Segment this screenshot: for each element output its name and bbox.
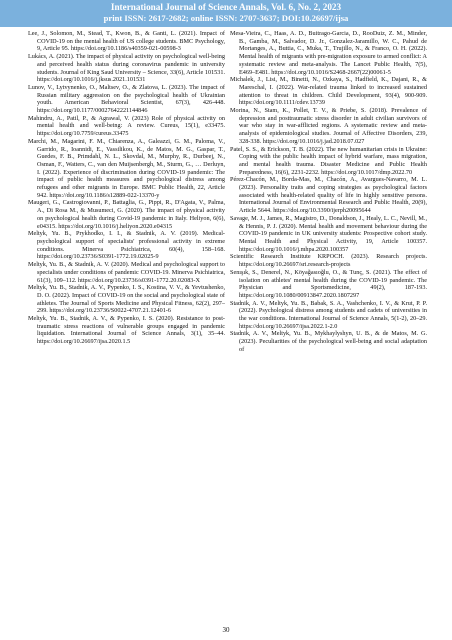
reference-item: Morina, N., Stam, K., Pollet, T. V., & Priebe, S. (2018). Prevalence of depression and posttraumatic stress disorder in adult civilian survivors of war who stay in war-afflicted regions. A systematic review and meta-analysis of epidemiological studies. Journal of Affective Disorders, 239, 328-338. https://doi.org/10.1016/j.jad.2018.07.027 — [230, 107, 427, 145]
journal-issn: print ISSN: 2617-2682; online ISSN: 2707-3637; DOI:10.26697/ijsa — [103, 13, 349, 23]
reference-item: Senışık, S., Denerel, N., Köyağasıoğlu, O., & Tunç, S. (2021). The effect of isolation on athletes' mental health during the COVID-19 pandemic. The Physician and Sportsmedicine, 49(2), 187-193. https://doi.org/10.1080/00913847.2020.1807297 — [230, 268, 427, 299]
reference-item: Lukács, A. (2021). The impact of physical activity on psychological well-being and perceived health status during coronavirus pandemic in university students. Journal of King Saud University – Science, 33(6), Article 101531. https://doi.org/10.1016/j.jksus.2021.101531 — [28, 53, 225, 84]
reference-item: Pérez-Chacón, M., Borda-Mas, M., Chacón, A., Avargues-Navarro, M. L. (2023). Personality traits and coping strategies as psychological factors associated with health-related quality of life in highly sensitive persons. International Journal of Environmental Research and Public Health, 20(9), Article 5644. https://doi.org/10.3390/ijerph20095644 — [230, 176, 427, 215]
reference-item: Mahindru, A., Patil, P., & Agrawal, V. (2023) Role of physical activity on mental health and well-being: A review. Cureus, 15(1), e33475. https://doi.org/10.7759/cureus.33475 — [28, 114, 225, 138]
reference-item: Meltyk, Yu. B., & Stadnik, A. V. (2020). Medical and psychological support to specialists under conditions of pandemic COVID-19. Minerva Psichiatrica, 61(3), 109–112. https://doi.org/10.23736/s0391-1772.20.02083-X — [28, 261, 225, 284]
reference-item: Lee, J., Solomon, M., Stead, T., Kwon, B., & Ganti, L. (2021). Impact of COVID-19 on the mental health of US college students. BMC Psychology, 9, Article 95. https://doi.org/10.1186/s40359-021-00598-3 — [28, 30, 225, 53]
reference-item: Stadnik, A. V., Meltyk, Yu. B., Mykhaylyshyn, U. B., & de Matos, M. G. (2023). Peculiarities of the psychological well-being and social adaptation of — [230, 330, 427, 353]
reference-item: Patel, S. S., & Erickson, T. B. (2022). The new humanitarian crisis in Ukraine: Coping with the public health impact of hybrid warfare, mass migration, and mental health trauma. Disaster Medicine and Public Health Preparedness, 16(6), 2231-2232. https://doi.org/10.1017/dmp.2022.70 — [230, 145, 427, 176]
reference-item: Meltyk, Yu. B., Stadnik, A. V., & Pypenko, I. S. (2020). Resistance to post-traumatic stress reactions of vulnerable groups engaged in pandemic liquidation. International Journal of Science Annals, 3(1), 35–44. https://doi.org/10.26697/ijsa.2020.1.5 — [28, 315, 225, 346]
journal-title: International Journal of Science Annals, Vol. 6, No. 2, 2023 — [110, 2, 342, 12]
right-column — [230, 30, 427, 354]
left-column — [28, 30, 225, 346]
reference-item: Stadnik, A. V., Meltyk, Yu. B., Babak, S. A., Vashchenko, I. V., & Krut, P. P. (2022). Psychological distress among students and cadets of universities in the war conditions. International Journal of Science Annals, 5(1-2), 20–29. https://doi.org/10.26697/ijsa.2022.1-2.0 — [230, 299, 427, 330]
page-number: 30 — [222, 626, 230, 634]
reference-item: Scientific Research Institute KRPOCH. (2023). Research projects. https://doi.org/10.26697/sri.research-projects — [230, 253, 427, 269]
reference-item: Lunov, V., Lytvynenko, O., Maltsev, O., & Zlatova, L. (2023). The impact of Russian military aggression on the psychological health of Ukrainian youth. American Behavioral Scientist, 67(3), 426-448. https://doi.org/10.1177/00027642221144846 — [28, 83, 225, 115]
reference-item: Marchi, M., Magarini, F. M., Chiarenza, A., Galeazzi, G. M., Paloma, V., Garrido, R., Ioannidi, E., Vassilikou, K., de Matos, M. G., Gaspar, T., Guedes, F. B., Primdahl, N. L., Skovdal, M., Murphy, R., Durbeej, N., Osman, F., Watters, C., van den Muijsenbergh, M., Sturm, G., … Derluyn, I. (2022). Experience of discrimination during COVID-19 pandemic: The impact of public health measures and psychological distress among refugees and other migrants in Europe. BMC Public Health, 22, Article 942. https://doi.org/10.1186/s12889-022-13370-y — [28, 137, 225, 199]
reference-item: Maugeri, G., Castrogiovanni, P., Battaglia, G., Pippi, R., D'Agata, V., Palma, A., Di Rosa M., & Musumeci, G. (2020). The impact of physical activity on psychological health during Covid-19 pandemic in Italy. Heliyon, 6(6), e04315. https://doi.org/10.1016/j.heliyon.2020.e04315 — [28, 199, 225, 230]
journal-header — [0, 0, 452, 27]
reference-item: Michalek, J., Lisi, M., Binetti, N., Ozkaya, S., Hadfield, K., Dajani, R., & Mareschal, I. (2022). War-related trauma linked to increased sustained attention to threat in children. Child Development, 93(4), 900-909. https://doi.org/10.1111/cdev.13739 — [230, 76, 427, 107]
reference-item: Meltyk, Yu. B., Prykhodko, I. I., & Stadnik, A. V. (2019). Medical-psychological support of specialists' professional activity in extreme conditions. Minerva Psichiatrica, 60(4), 158–168. https://doi.org/10.23736/S0391-1772.19.02025-9 — [28, 230, 225, 261]
reference-item: Meltyk, Yu. B., Stadnik, A. V., Pypenko, I. S., Kostina, V. V., & Yevtushenko, D. O. (2022). Impact of COVID-19 on the social and psychological state of athletes. The Journal of Sports Medicine and Physical Fitness, 62(2), 297–299. https://doi.org/10.23736/S0022-4707.21.12401-6 — [28, 284, 225, 315]
reference-item: Savage, M. J., James, R., Magistro, D., Donaldson, J., Healy, L. C., Nevill, M., & Hennis, P. J. (2020). Mental health and movement behaviour during the COVID-19 pandemic in UK university students: Prospective cohort study. Mental Health and Physical Activity, 19, Article 100357. https://doi.org/10.1016/j.mhpa.2020.100357 — [230, 214, 427, 253]
reference-item: Mesa-Vieira, C., Haas, A. D., Buitrago-Garcia, D., RooDuiz, Z. M., Minder, B., Gamba, M., Salvador, D. Jr., Gonzalez-Jaramillo, W. C., Pahud de Mortanges, A., Buttia, C., Muka, T., Trujillo, N., & Franco, O. H. (2022). Mental health of migrants with pre-migration exposure to armed conflict: A systematic review and meta-analysis. The Lancet Public Health, 7(5), E469–E481. https://doi.org/10.1016/S2468-2667(22)00061-5 — [230, 30, 427, 76]
